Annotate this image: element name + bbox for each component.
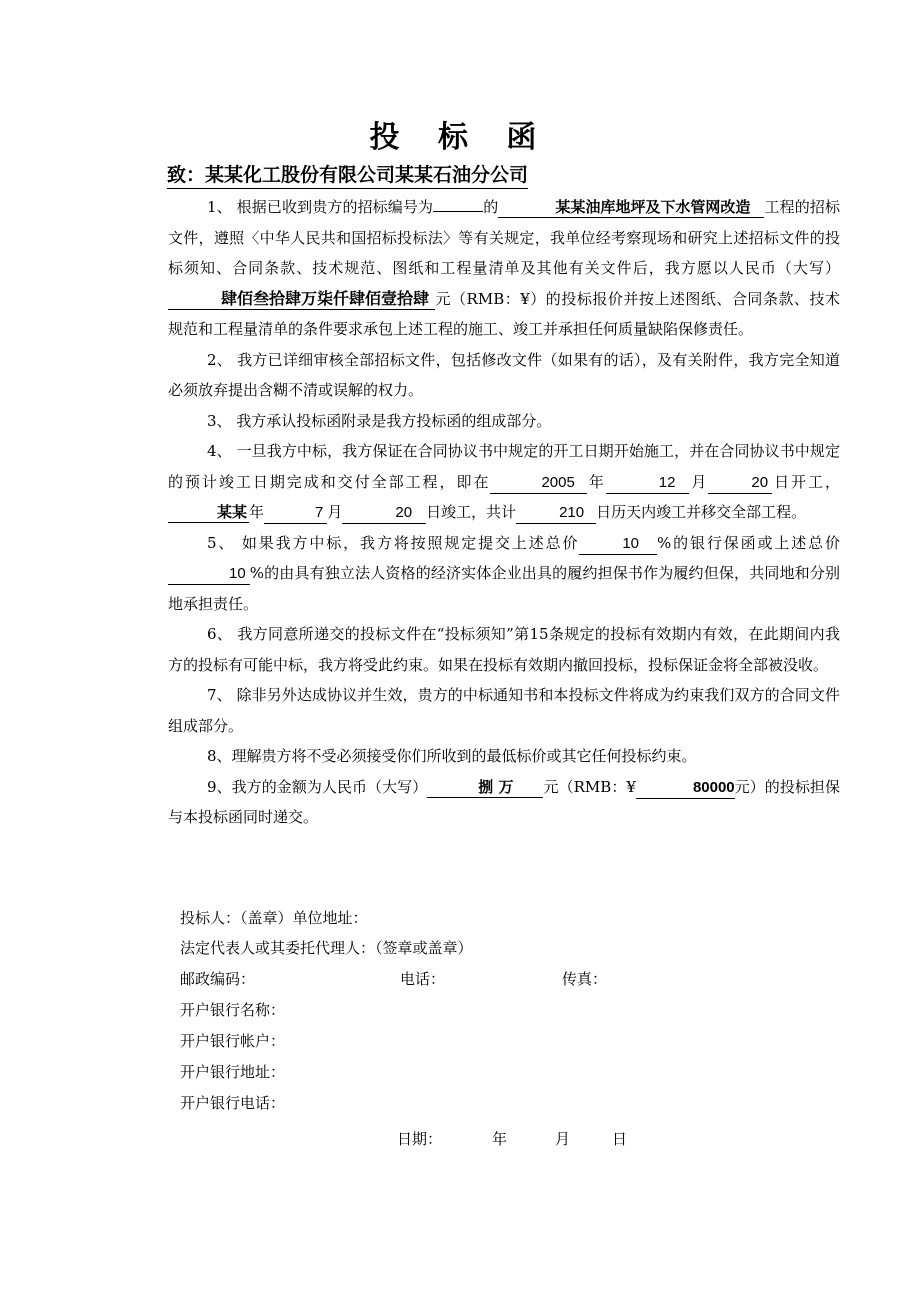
clause-7: 7、 除非另外达成协议并生效，贵方的中标通知书和本投标文件将成为约束我们双方的合同文件组成部分。 xyxy=(168,686,840,735)
guarantee-percent-1: 10 xyxy=(579,534,657,555)
deposit-amount-words: 捌 万 xyxy=(427,777,543,798)
clause-4-text-end: 日竣工，共计 xyxy=(426,503,517,521)
clause-1-text-b: 的 xyxy=(483,198,499,216)
month-label: 月 xyxy=(327,503,343,521)
year-label: 年 xyxy=(249,503,265,521)
date-year-label: 年 xyxy=(492,1130,508,1148)
year-label: 年 xyxy=(586,472,606,491)
date-day-label: 日 xyxy=(612,1130,628,1148)
bank-name-label: 开户银行名称： xyxy=(180,1001,286,1019)
clause-4-text-start: 日开工， xyxy=(772,472,840,491)
start-year: 2005 xyxy=(490,473,586,494)
clause-5-text-b: %的银行保函或上述总价 xyxy=(657,533,840,552)
bank-phone-label: 开户银行电话： xyxy=(180,1094,286,1112)
start-day: 20 xyxy=(708,473,772,494)
bank-account-label: 开户银行帐户： xyxy=(180,1032,286,1050)
clause-5-text-c: %的由具有独立法人资格的经济实体企业出具的履约担保书作为履约但保，共同地和分别地承担责任。 xyxy=(168,564,840,613)
clause-9-text-b: 元（RMB：¥ xyxy=(543,777,636,796)
bid-number-field xyxy=(433,211,483,212)
clause-6: 6、 我方同意所递交的投标文件在“投标须知”第15条规定的投标有效期内有效，在此期间内我方的投标有可能中标，我方将受此约束。如果在投标有效期内撤回投标，投标保证金将全部被没收。 xyxy=(168,625,840,674)
clause-3: 3、 我方承认投标函附录是我方投标函的组成部分。 xyxy=(207,411,552,430)
clause-1-text-a: 1、 根据已收到贵方的招标编号为 xyxy=(207,198,434,216)
clause-5-text-a: 5、 如果我方中标，我方将按照规定提交上述总价 xyxy=(207,533,580,552)
clause-4 xyxy=(168,436,840,528)
clause-5 xyxy=(168,528,840,620)
guarantee-percent-2: 10 xyxy=(168,564,250,585)
clause-9-text-a: 9、我方的金额为人民币（大写） xyxy=(207,777,428,796)
date-month-label: 月 xyxy=(555,1130,571,1148)
end-month: 7 xyxy=(264,503,327,524)
clause-1 xyxy=(168,192,840,345)
clause-9-text-c: 元）的投标担保与本投标函同时递交。 xyxy=(168,777,840,826)
bidder-seal-line: 投标人：（盖章）单位地址： xyxy=(180,909,368,927)
representative-line: 法定代表人或其委托代理人：（签章或盖章） xyxy=(180,939,473,957)
clause-8: 8、理解贵方将不受必须接受你们所收到的最低标价或其它任何投标约束。 xyxy=(207,747,697,765)
bid-amount-words: 肆佰叁拾肆万柒仟肆佰壹拾肆 xyxy=(168,289,435,310)
page-title: 投 标 函 xyxy=(369,120,551,155)
clause-1-text-c: 工程的招标文件，遵照〈中华人民共和国招标投标法〉等有关规定，我单位经考察现场和研究上述招标文件的投标须知、合同条款、技术规范、图纸和工程量清单及其他有关文件后，我方愿以人民币（大写） xyxy=(168,198,840,277)
fax-label: 传真： xyxy=(562,970,608,988)
month-label: 月 xyxy=(689,472,709,491)
total-days: 210 xyxy=(516,503,596,524)
clause-9 xyxy=(168,772,840,833)
clause-1-text-d: 元（RMB：¥）的投标报价并按上述图纸、合同条款、技术规范和工程量清单的条件要求承包上述工程的施工、竣工并承担任何质量缺陷保修责任。 xyxy=(168,289,840,338)
bank-address-label: 开户银行地址： xyxy=(180,1063,286,1081)
clause-4-text-a: 4、 一旦我方中标，我方保证在合同协议书中规定的开工日期开始施工，并在合同协议书中规定的预计竣工日期完成和交付全部工程，即在 xyxy=(168,442,840,491)
clause-2: 2、 我方已详细审核全部招标文件，包括修改文件（如果有的话），及有关附件，我方完全知道必须放弃提出含糊不清或误解的权力。 xyxy=(168,350,840,399)
project-name: 某某油库地坪及下水管网改造 xyxy=(498,197,764,218)
clause-4-text-b: 日历天内竣工并移交全部工程。 xyxy=(596,503,807,521)
postcode-label: 邮政编码： xyxy=(180,970,256,988)
recipient-line: 致：某某化工股份有限公司某某石油分公司 xyxy=(167,160,528,189)
phone-label: 电话： xyxy=(400,970,446,988)
date-label: 日期： xyxy=(397,1130,443,1148)
deposit-amount-number: 80000 xyxy=(636,778,735,799)
end-year: 某某 xyxy=(168,502,249,523)
date-line xyxy=(397,1124,627,1154)
start-month: 12 xyxy=(606,473,690,494)
letter-body xyxy=(168,192,840,833)
end-day: 20 xyxy=(342,503,426,524)
